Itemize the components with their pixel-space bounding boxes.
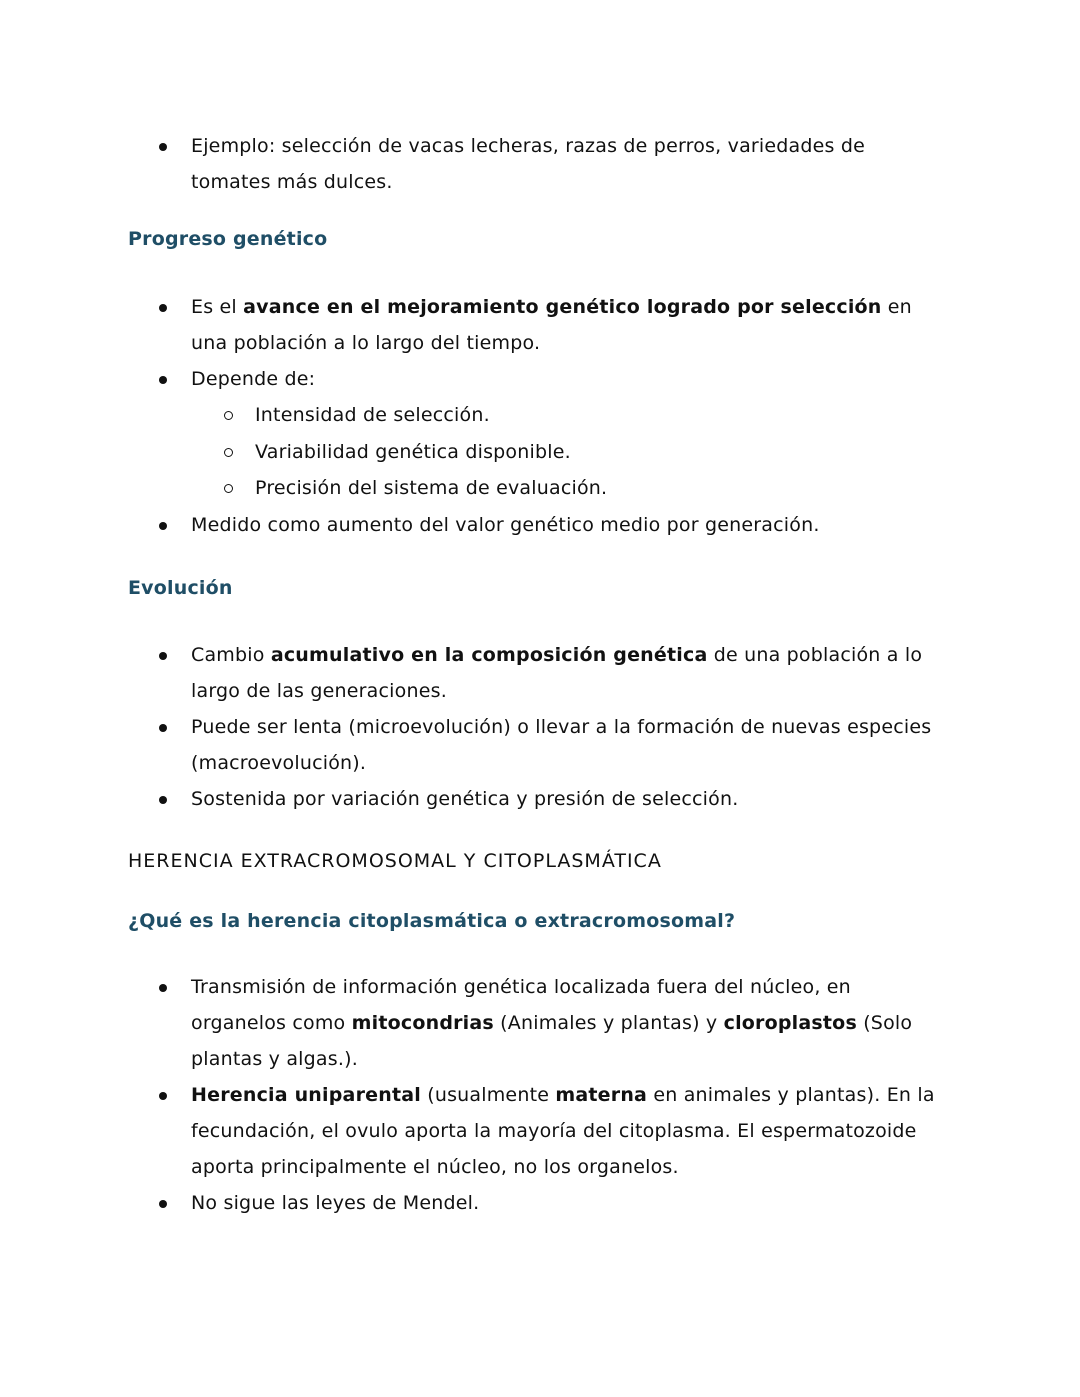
heading-progreso-genetico: Progreso genético	[128, 228, 328, 250]
heading-herencia-citoplasmatica: ¿Qué es la herencia citoplasmática o extracromosomal?	[128, 910, 736, 932]
list-item	[128, 289, 948, 361]
list-item: Puede ser lenta (microevolución) o llevar a la formación de nuevas especies (macroevolución).	[128, 709, 948, 781]
bold-text: cloroplastos	[723, 1012, 857, 1034]
evolucion-list	[128, 637, 948, 817]
text: Es el	[191, 296, 244, 318]
heading-evolucion: Evolución	[128, 577, 233, 599]
bold-text: mitocondrias	[351, 1012, 494, 1034]
text: (Animales y plantas) y	[493, 1012, 724, 1034]
bold-text: Herencia uniparental	[191, 1084, 421, 1106]
example-list	[128, 128, 948, 200]
list-item: Sostenida por variación genética y presión de selección.	[128, 781, 948, 817]
section-title: HERENCIA EXTRACROMOSOMAL Y CITOPLASMÁTICA	[128, 850, 662, 872]
text: (usualmente	[420, 1084, 556, 1106]
herencia-list	[128, 969, 948, 1221]
bold-text: acumulativo en la composición genética	[270, 644, 708, 666]
text: de una población a lo largo de las generaciones.	[191, 644, 923, 702]
bold-text: avance en el mejoramiento genético logrado por selección	[243, 296, 882, 318]
sub-list-item: Precisión del sistema de evaluación.	[128, 470, 948, 507]
list-item: Depende de:	[128, 361, 948, 397]
text: Transmisión de información genética localizada fuera del núcleo, en organelos como	[191, 976, 851, 1034]
list-item: Ejemplo: selección de vacas lecheras, razas de perros, variedades de tomates más dulces.	[128, 128, 948, 200]
sub-list-item: Intensidad de selección.	[128, 397, 948, 434]
list-item: No sigue las leyes de Mendel.	[128, 1185, 948, 1221]
bold-text: materna	[555, 1084, 648, 1106]
text: Cambio	[191, 644, 271, 666]
sub-list-item: Variabilidad genética disponible.	[128, 434, 948, 471]
text: en animales y plantas). En la fecundación, el ovulo aporta la mayoría del citoplasma. El espermatozoide aporta principalmente el núcleo, no los organelos.	[191, 1084, 935, 1178]
text: (Solo plantas y algas.).	[191, 1012, 913, 1070]
progreso-list	[128, 289, 948, 543]
list-item	[128, 1077, 948, 1185]
list-item: Medido como aumento del valor genético medio por generación.	[128, 507, 948, 543]
list-item	[128, 969, 948, 1077]
text: en una población a lo largo del tiempo.	[191, 296, 912, 354]
list-item	[128, 637, 948, 709]
